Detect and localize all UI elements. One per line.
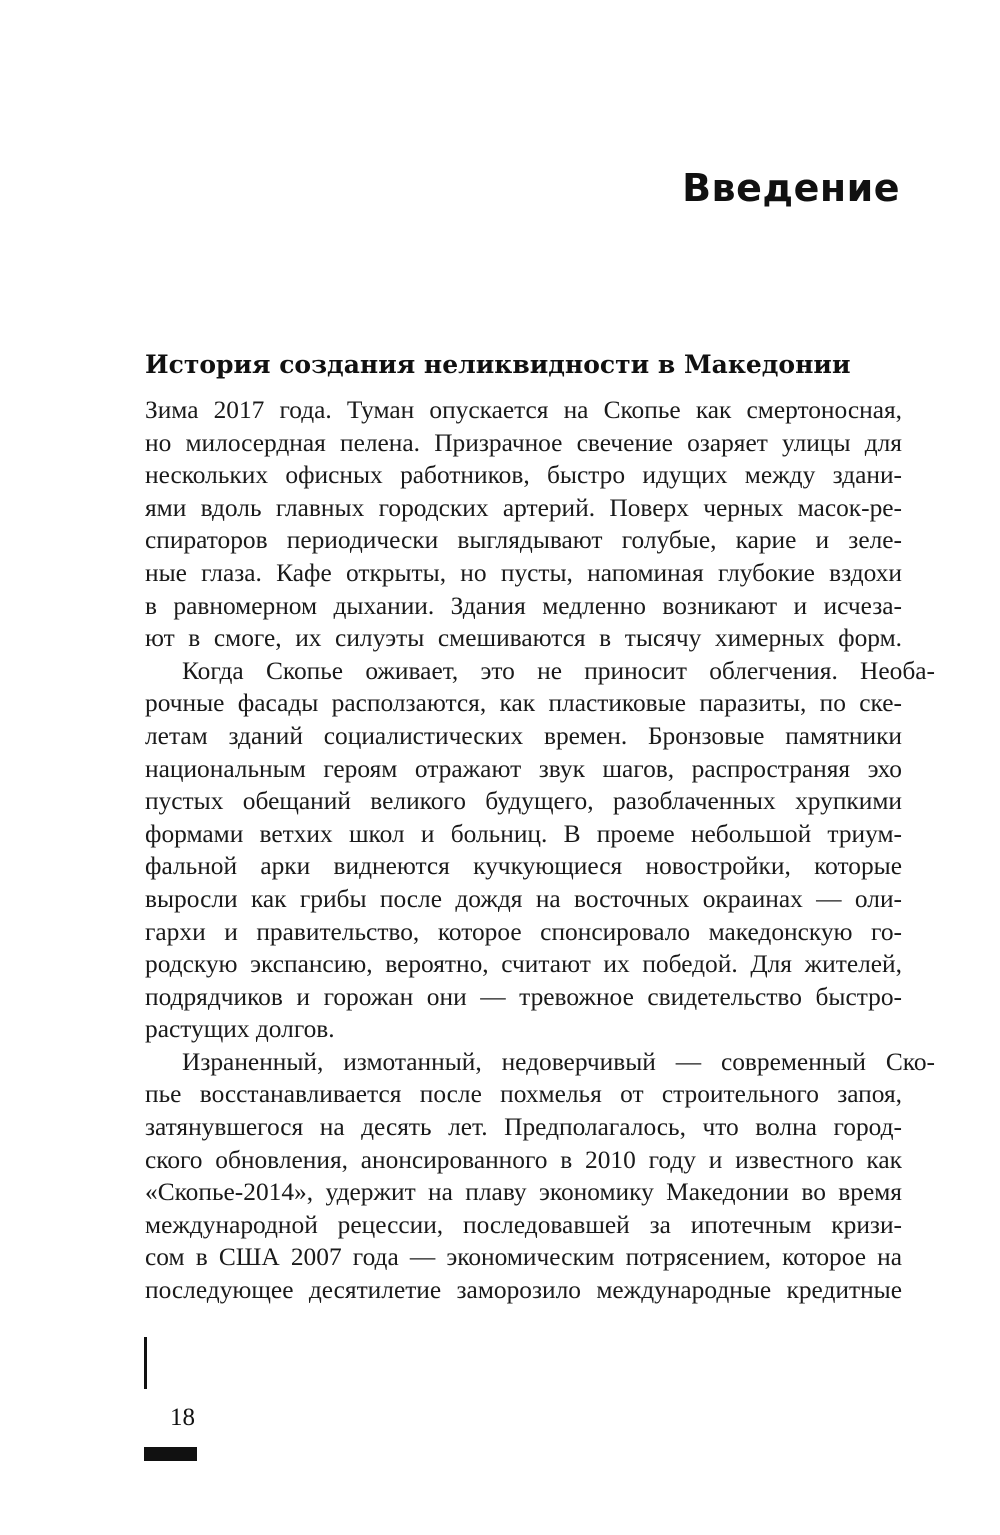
text-line: нескольких офисных работников, быстро идущих между здани- [145, 461, 902, 490]
text-line: сом в США 2007 года — экономическим потрясением, которое на [145, 1243, 902, 1272]
text-line: международной рецессии, последовавшей за ипотечным кризи- [145, 1210, 902, 1239]
chapter-title: Введение [682, 166, 900, 210]
text-line: Израненный, измотанный, недоверчивый — современный Ско- [182, 1047, 935, 1076]
text-line: последующее десятилетие заморозило международные кредитные [145, 1276, 902, 1305]
text-line: ные глаза. Кафе открыты, но пусты, напоминая глубокие вздохи [145, 558, 902, 587]
text-line: растущих долгов. [145, 1015, 335, 1044]
text-line: в равномерном дыхании. Здания медленно возникают и исчеза- [145, 591, 902, 620]
text-line: подрядчиков и горожан они — тревожное свидетельство быстро- [145, 982, 902, 1011]
text-line: фальной арки виднеются кучкующиеся новостройки, которые [145, 852, 902, 881]
text-line: летам зданий социалистических времен. Бронзовые памятники [145, 721, 902, 750]
text-line: Зима 2017 года. Туман опускается на Скопье как смертоносная, [145, 396, 902, 424]
text-line: рочные фасады расползаются, как пластиковые паразиты, по ске- [145, 689, 902, 718]
page-number: 18 [170, 1404, 195, 1431]
text-line: пустых обещаний великого будущего, разоблаченных хрупкими [145, 787, 902, 816]
text-line: национальным героям отражают звук шагов, распространяя эхо [145, 754, 902, 783]
paragraph-3 [145, 1046, 935, 1307]
section-heading: История создания неликвидности в Македонии [145, 350, 851, 379]
text-line: «Скопье-2014», удержит на плаву экономику Македонии во время [145, 1178, 902, 1207]
footer-bar [144, 1447, 197, 1461]
text-line: но милосердная пелена. Призрачное свечение озаряет улицы для [145, 428, 902, 457]
text-line: Когда Скопье оживает, это не приносит облегчения. Необа- [182, 656, 935, 685]
text-line: ского обновления, анонсированного в 2010 году и известного как [145, 1145, 902, 1174]
body-text [145, 394, 935, 1307]
text-line: затянувшегося на десять лет. Предполагалось, что волна город- [145, 1113, 902, 1142]
margin-rule [144, 1337, 147, 1389]
text-line: ют в смоге, их силуэты смешиваются в тысячу химерных форм. [145, 624, 902, 653]
text-line: спираторов периодически выглядывают голубые, карие и зеле- [145, 526, 902, 555]
text-line: пье восстанавливается после похмелья от строительного запоя, [145, 1080, 902, 1109]
text-line: выросли как грибы после дождя на восточных окраинах — оли- [145, 884, 902, 913]
text-line: формами ветхих школ и больниц. В проеме небольшой триум- [145, 819, 902, 848]
text-line: родскую экспансию, вероятно, считают их победой. Для жителей, [145, 950, 902, 979]
text-line: ями вдоль главных городских артерий. Поверх черных масок-ре- [145, 493, 902, 522]
paragraph-2 [145, 655, 935, 1046]
text-line: гархи и правительство, которое спонсировало македонскую го- [145, 917, 902, 946]
paragraph-1 [145, 394, 935, 655]
